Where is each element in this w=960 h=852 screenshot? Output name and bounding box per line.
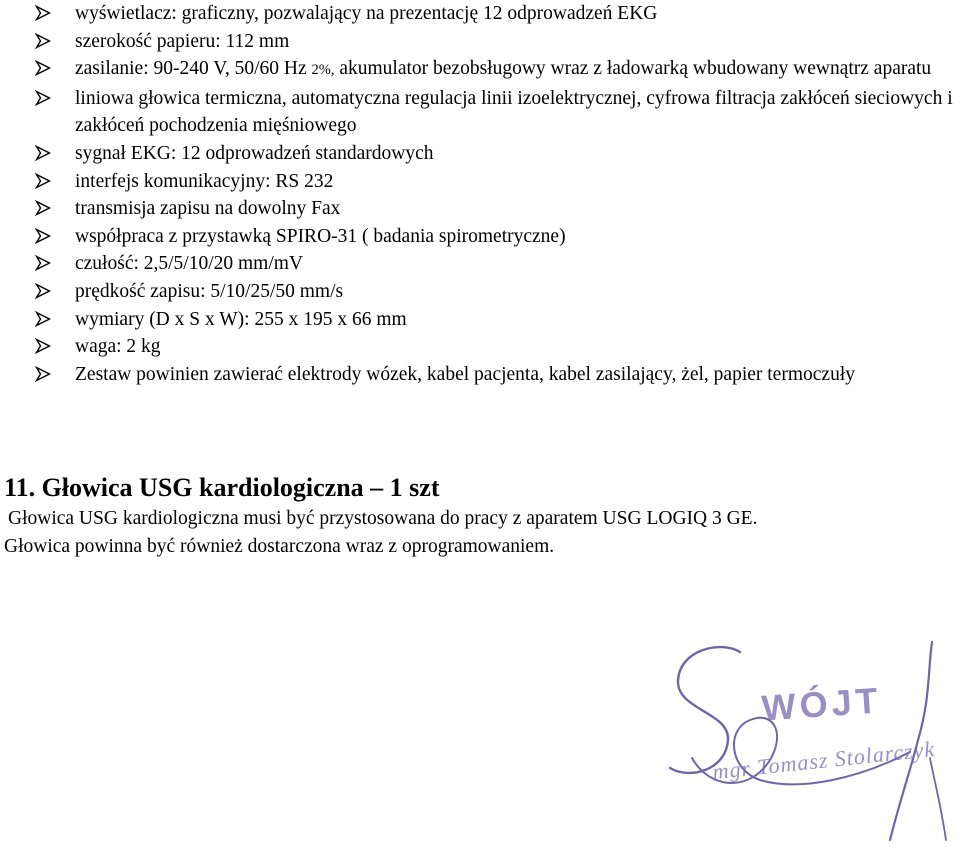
spec-item-fax: [0, 195, 960, 223]
spec-item-text-after: akumulator bezobsługowy wraz z ładowarką wbudowany wewnątrz aparatu: [334, 58, 932, 80]
signature-stroke-s: [670, 647, 740, 773]
spec-item-power: [0, 55, 960, 85]
spec-item-display: [0, 0, 960, 28]
spec-item-text: szerokość papieru: 112 mm: [75, 30, 290, 52]
signature-stamp: [600, 640, 960, 852]
spec-item-text: waga: 2 kg: [75, 336, 161, 358]
section-body-line-2: Głowica powinna być również dostarczona wraz z oprogramowaniem.: [4, 535, 555, 557]
spec-item-text: Zestaw powinien zawierać elektrody wózek, kabel pacjenta, kabel zasilający, żel, papier termoczuły: [75, 363, 855, 385]
spec-item-text: transmisja zapisu na dowolny Fax: [75, 198, 341, 220]
arrowhead-bullet-icon: [35, 173, 51, 189]
arrowhead-bullet-icon: [35, 60, 51, 76]
specification-list: [0, 0, 960, 388]
spec-item-spiro: [0, 223, 960, 251]
spec-item-speed: [0, 278, 960, 306]
arrowhead-bullet-icon: [35, 228, 51, 244]
stamp-title: WÓJT: [760, 679, 883, 729]
arrowhead-bullet-icon: [35, 33, 51, 49]
spec-item-interface: [0, 168, 960, 196]
spec-item-text: prędkość zapisu: 5/10/25/50 mm/s: [75, 280, 344, 302]
arrowhead-bullet-icon: [35, 255, 51, 271]
section-body-line-1: Głowica USG kardiologiczna musi być przystosowana do pracy z aparatem USG LOGIQ 3 GE.: [8, 508, 758, 529]
spec-item-text: czułość: 2,5/5/10/20 mm/mV: [75, 253, 304, 275]
spec-item-text-small: 2%,: [311, 62, 335, 79]
arrowhead-bullet-icon: [35, 366, 51, 382]
arrowhead-bullet-icon: [35, 5, 51, 21]
spec-item-text: wymiary (D x S x W): 255 x 195 x 66 mm: [75, 308, 407, 330]
spec-item-ekg-signal: [0, 140, 960, 168]
spec-item-text: wyświetlacz: graficzny, pozwalający na prezentację 12 odprowadzeń EKG: [75, 3, 658, 24]
arrowhead-bullet-icon: [35, 200, 51, 216]
arrowhead-bullet-icon: [35, 283, 51, 299]
arrowhead-bullet-icon: [35, 338, 51, 354]
spec-item-paper-width: [0, 28, 960, 56]
spec-item-text: liniowa głowica termiczna, automatyczna regulacja linii izoelektrycznej, cyfrowa filtracja zakłóceń sieciowych i zakłóceń pochodzenia mięśniowego: [75, 87, 953, 137]
signature-stroke-cross: [930, 758, 946, 840]
spec-item-text: współpraca z przystawką SPIRO-31 ( badania spirometryczne): [75, 225, 566, 247]
stamp-name: mgr Tomasz Stolarczyk: [711, 735, 937, 785]
spec-item-thermal-head: [0, 85, 960, 140]
spec-item-dimensions: [0, 306, 960, 334]
section-body: [4, 505, 954, 560]
arrowhead-bullet-icon: [35, 311, 51, 327]
spec-item-text-before: zasilanie: 90-240 V, 50/60 Hz: [75, 58, 312, 80]
section-heading: 11. Głowica USG kardiologiczna – 1 szt: [4, 473, 440, 502]
arrowhead-bullet-icon: [35, 90, 51, 106]
arrowhead-bullet-icon: [35, 145, 51, 161]
spec-item-weight: [0, 333, 960, 361]
spec-item-sensitivity: [0, 250, 960, 278]
spec-item-kit: [0, 361, 960, 389]
stamp-signature-graphic: [600, 640, 960, 852]
spec-item-text: interfejs komunikacyjny: RS 232: [75, 170, 334, 192]
spec-item-text: sygnał EKG: 12 odprowadzeń standardowych: [75, 142, 434, 164]
